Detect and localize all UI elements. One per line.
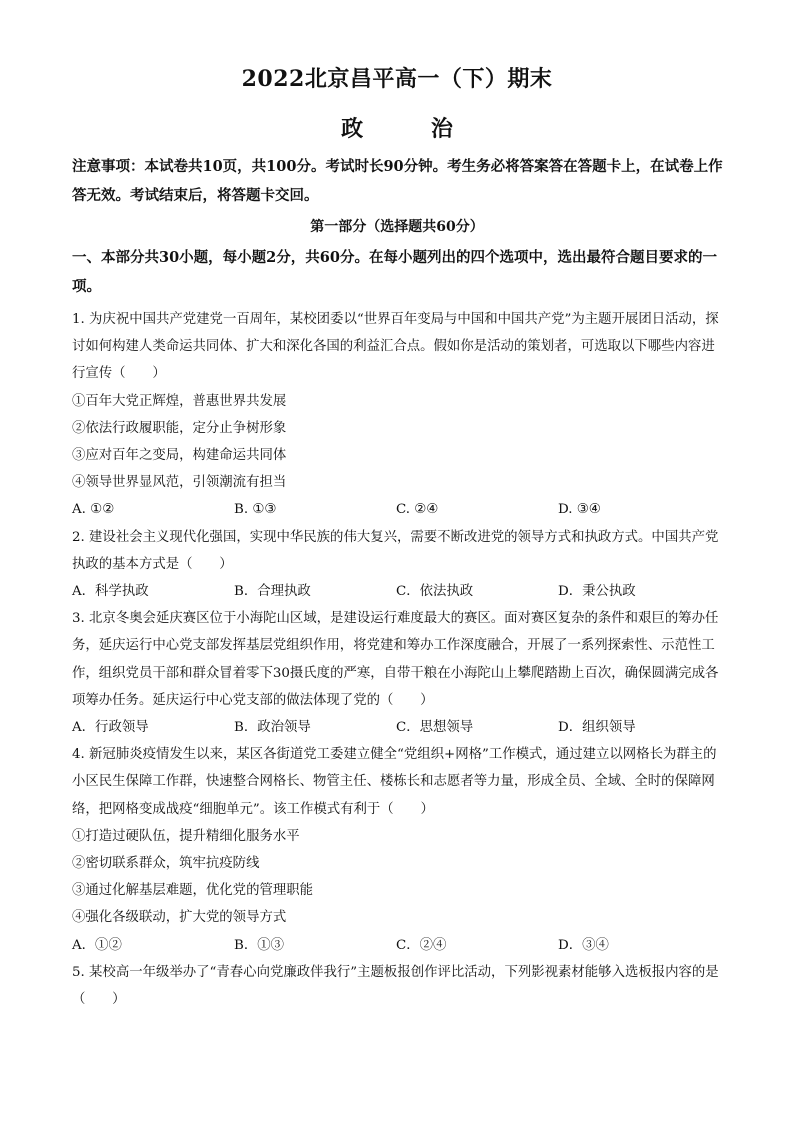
option-a[interactable]: A．科学执政 — [72, 584, 149, 600]
statement-item: ①打造过硬队伍，提升精细化服务水平 — [72, 828, 300, 844]
notice-text: 注意事项：本试卷共10页，共100分。考试时长90分钟。考生务必将答案答在答题卡上，在试卷上作答无效。考试结束后，将答题卡交回。 — [72, 158, 723, 204]
question-stem: 1. 为庆祝中国共产党建党一百周年，某校团委以“世界百年变局与中国和中国共产党”为主题开展团日活动，探讨如何构建人类命运共同体、扩大和深化各国的利益汇合点。假如你是活动的策划者，可选取以下哪些内容进行宣传（ ） — [72, 312, 719, 382]
question-1 — [72, 306, 727, 524]
statement-item: ①百年大党正辉煌，普惠世界共发展 — [72, 393, 287, 409]
option-c[interactable]: C. ②④ — [396, 502, 439, 518]
option-d[interactable]: D．组织领导 — [558, 720, 636, 736]
option-b[interactable]: B．①③ — [234, 937, 285, 953]
option-b[interactable]: B．合理执政 — [234, 584, 311, 600]
question-2 — [72, 524, 727, 606]
option-c[interactable]: C．②④ — [396, 937, 447, 953]
option-a[interactable]: A．行政领导 — [72, 720, 149, 736]
subject-title: 政 治 — [341, 116, 483, 142]
question-stem: 4. 新冠肺炎疫情发生以来，某区各街道党工委建立健全“党组织+网格”工作模式，通过建立以网格长为群主的小区民生保障工作群，快速整合网格长、物管主任、楼栋长和志愿者等力量，形成全员、全域、全时的保障网络，把网格变成战疫“细胞单元”。该工作模式有利于（ ） — [72, 747, 717, 817]
answer-options — [72, 496, 727, 523]
option-c[interactable]: C．思想领导 — [396, 720, 474, 736]
option-b[interactable]: B. ①③ — [234, 502, 277, 518]
questions-area — [72, 306, 727, 1013]
option-c[interactable]: C．依法执政 — [396, 584, 474, 600]
answer-options — [72, 714, 727, 741]
option-a[interactable]: A. ①② — [72, 502, 115, 518]
option-a[interactable]: A．①② — [72, 937, 122, 953]
statement-item: ③通过化解基层难题，优化党的管理职能 — [72, 883, 314, 899]
question-4 — [72, 741, 727, 959]
statement-item: ④领导世界显风范，引领潮流有担当 — [72, 475, 287, 491]
option-d[interactable]: D．秉公执政 — [558, 584, 636, 600]
question-stem: 3. 北京冬奥会延庆赛区位于小海陀山区域，是建设运行难度最大的赛区。面对赛区复杂的条件和艰巨的筹办任务，延庆运行中心党支部发挥基层党组织作用，将党建和筹办工作深度融合，开展了一系列探索性、示范性工作，组织党员干部和群众冒着零下30摄氏度的严寒，自带干粮在小海陀山上攀爬踏勘上百次，确保圆满完成各项筹办任务。延庆运行中心党支部的做法体现了党的（ ） — [72, 611, 719, 708]
answer-options — [72, 578, 727, 605]
statement-item: ②依法行政履职能，定分止争树形象 — [72, 420, 287, 436]
statement-item: ③应对百年之变局，构建命运共同体 — [72, 448, 287, 464]
exam-title: 2022北京昌平高一（下）期末 — [241, 66, 553, 92]
option-d[interactable]: D．③④ — [558, 937, 609, 953]
instruction-text: 一、本部分共30小题，每小题2分，共60分。在每小题列出的四个选项中，选出最符合题目要求的一项。 — [72, 249, 717, 295]
answer-options — [72, 932, 727, 959]
question-5 — [72, 959, 727, 1013]
statement-item: ②密切联系群众，筑牢抗疫防线 — [72, 856, 260, 872]
option-b[interactable]: B．政治领导 — [234, 720, 311, 736]
question-stem: 5. 某校高一年级举办了“青春心向党廉政伴我行”主题板报创作评比活动，下列影视素材能够入选板报内容的是（ ） — [72, 964, 719, 1008]
question-stem: 2. 建设社会主义现代化强国，实现中华民族的伟大复兴，需要不断改进党的领导方式和执政方式。中国共产党执政的基本方式是（ ） — [72, 529, 719, 572]
option-d[interactable]: D. ③④ — [558, 502, 601, 518]
section-title: 第一部分（选择题共60分） — [310, 219, 484, 235]
statement-item: ④强化各级联动，扩大党的领导方式 — [72, 910, 287, 926]
question-3 — [72, 605, 727, 741]
